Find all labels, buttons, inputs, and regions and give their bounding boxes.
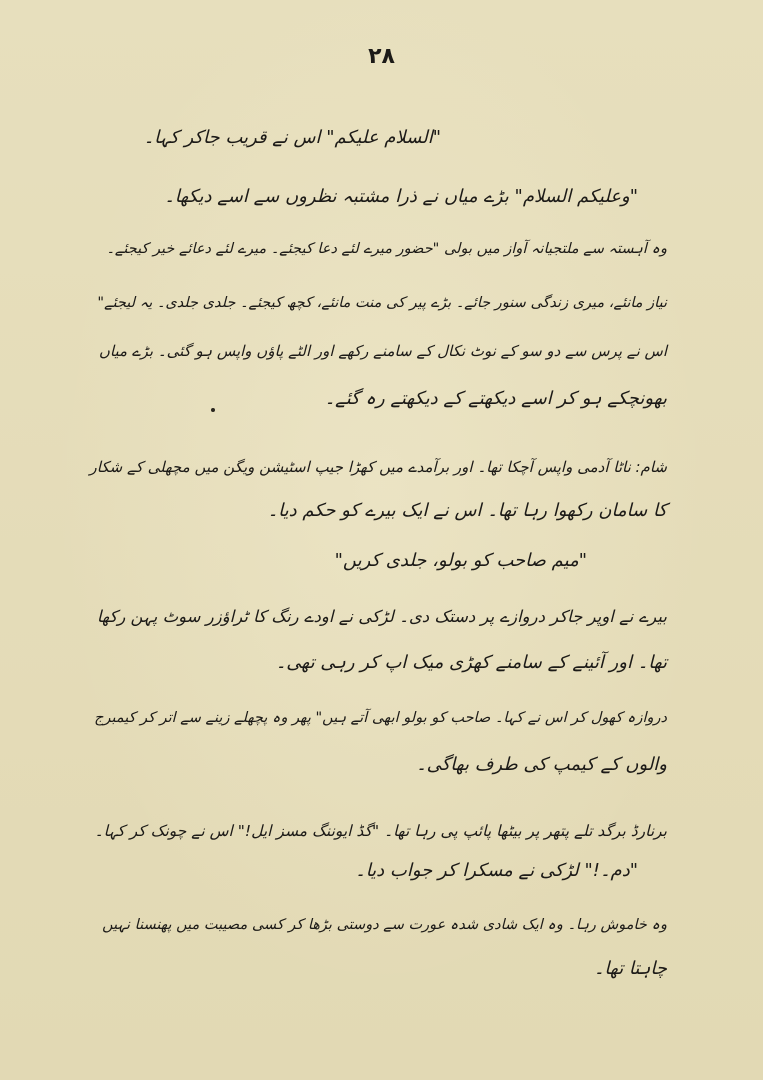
- text-line: "السلام علیکم" اس نے قریب جاکر کہا۔: [143, 127, 441, 148]
- text-line: بیرے نے اوپر جاکر دروازے پر دستک دی۔ لڑکی نے اودے رنگ کا ٹراؤزر سوٹ پہن رکھا: [96, 607, 667, 626]
- text-line: چاہتا تھا۔: [593, 958, 667, 979]
- text-line: "میم صاحب کو بولو، جلدی کریں": [334, 550, 587, 571]
- text-line: "وعلیکم السلام" بڑے میاں نے ذرا مشتبہ نظروں سے اسے دیکھا۔: [164, 186, 638, 207]
- text-line: وہ آہستہ سے ملتجیانہ آواز میں بولی "حضور میرے لئے دعا کیجئے۔ میرے لئے دعائے خیر کیجئے۔: [106, 241, 667, 257]
- ink-speck: [211, 408, 215, 412]
- text-line: برنارڈ برگد تلے پتھر پر بیٹھا پائپ پی رہا تھا۔ "گڈ ایوننگ مسز ایل!" اس نے چونک کر کہا۔: [94, 822, 667, 840]
- text-line: وہ خاموش رہا۔ وہ ایک شادی شدہ عورت سے دوستی بڑھا کر کسی مصیبت میں پھنسنا نہیں: [102, 917, 667, 933]
- text-line: بھونچکے ہو کر اسے دیکھتے کے دیکھتے رہ گئے۔: [324, 388, 667, 409]
- text-line: دروازہ کھول کر اس نے کہا۔ صاحب کو بولو ابھی آتے ہیں" پھر وہ پچھلے زینے سے اتر کر کیمبرج: [94, 710, 667, 726]
- text-line: اس نے پرس سے دو سو کے نوٹ نکال کے سامنے رکھے اور الٹے پاؤں واپس ہو گئی۔ بڑے میاں: [98, 342, 667, 360]
- text-line: نیاز مانئے، میری زندگی سنور جائے۔ بڑے پیر کی منت مانئے، کچھ کیجئے۔ جلدی جلدی۔ یہ لیجئے": [97, 295, 667, 311]
- text-line: تھا۔ اور آئینے کے سامنے کھڑی میک اپ کر رہی تھی۔: [275, 652, 667, 673]
- text-line: شام: ناٹا آدمی واپس آچکا تھا۔ اور برآمدے میں کھڑا جیپ اسٹیشن ویگن میں مچھلی کے شکار: [89, 458, 667, 476]
- text-line: والوں کے کیمپ کی طرف بھاگی۔: [416, 754, 667, 775]
- text-line: کا سامان رکھوا رہا تھا۔ اس نے ایک بیرے کو حکم دیا۔: [267, 500, 667, 521]
- page-number: ۲۸: [368, 44, 395, 69]
- text-line: "دم۔!" لڑکی نے مسکرا کر جواب دیا۔: [355, 860, 638, 881]
